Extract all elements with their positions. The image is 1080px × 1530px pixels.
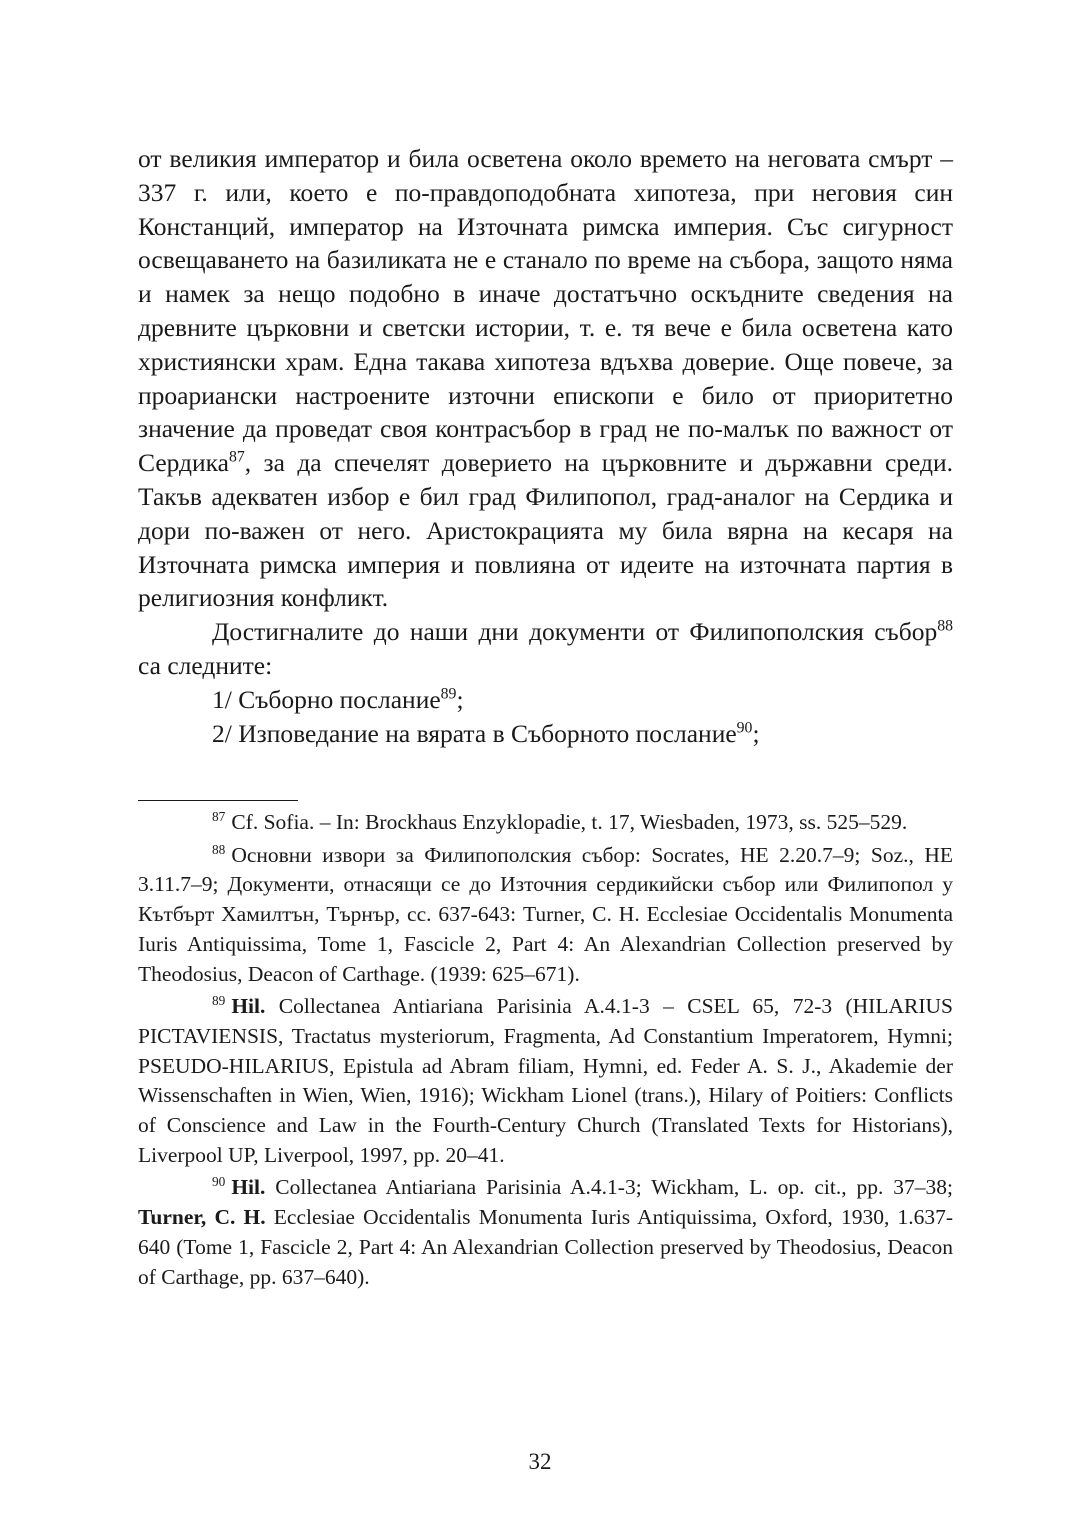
- footnote-ref-88[interactable]: 88: [937, 617, 953, 635]
- list-item: 1/ Съборно послание$^{89}$;: [212, 684, 464, 714]
- footnote-90: $^{90}$ Hil. Collectanea Antiariana Parisinia A.4.1-3; Wickham, L. op. cit., pp. 37–38; Turner, C. H. Ecclesiae Occidentalis Monumenta Iuris Antiquissima, Oxford, 1930, 1.637-640 (Tome 1, Fascicle 2, Part 4: An Alexandrian Collection preserved by Theodosius, Deacon of Carthage, pp. 637–640).: [138, 1174, 954, 1289]
- footnote-separator: [138, 800, 298, 801]
- footnote-number: 90: [212, 1174, 226, 1190]
- footnote-number: 89: [212, 993, 226, 1009]
- footnote-88: $^{88}$ Основни извори за Филипополския събор: Socrates, HE 2.20.7–9; Soz., HE 3.11.7–9; Документи, отнасящи се до Източния сердикийски събор или Филипопол у Кътбърт Хамилтън, Търнър, сс. 637-643: Turner, C. H. Ecclesiae Occidentalis Monumenta Iuris Antiquissima, Tome 1, Fascicle 2, Part 4: An Alexandrian Collection preserved by Theodosius, Deacon of Carthage. (1939: 625–671).: [138, 841, 953, 986]
- list-item: 2/ Изповедание на вярата в Съборното послание$^{90}$;: [212, 718, 760, 748]
- footnote-ref-87[interactable]: 87: [229, 448, 245, 466]
- footnote-number: 87: [212, 808, 226, 824]
- page-number: 32: [528, 1449, 552, 1474]
- footnote-87: $^{87}$ Cf. Sofia. – In: Brockhaus Enzyklopadie, t. 17, Wiesbaden, 1973, ss. 525–529.: [212, 808, 908, 834]
- footnote-ref-89[interactable]: 89: [440, 685, 457, 703]
- main-text: [138, 142, 953, 750]
- paragraph-2: Достигналите до наши дни документи от Филипополския събор$^{88}$ са следните:: [138, 617, 953, 680]
- footnote-ref-90[interactable]: 90: [736, 719, 753, 737]
- footnote-89: $^{89}$ Hil. Collectanea Antiariana Parisinia A.4.1-3 – CSEL 65, 72-3 (HILARIUS PICTAVIENSIS, Tractatus mysteriorum, Fragmenta, Ad Constantium Imperatorem, Hymni; PSEUDO-HILARIUS, Epistula ad Abram filiam, Hymni, ed. Feder A. S. J., Akademie der Wissenschaften in Wien, Wien, 1916); Wickham Lionel (trans.), Hilary of Poitiers: Conflicts of Conscience and Law in the Fourth-Century Church (Translated Texts for Historians), Liverpool UP, Liverpool, 1997, pp. 20–41.: [138, 993, 953, 1167]
- footnote-number: 88: [212, 841, 226, 857]
- footnotes: [138, 808, 953, 1295]
- paragraph-1: от великия император и била осветена около времето на неговата смърт – 337 г. или, което е по-правдоподобната хипотеза, при неговия син Констанций, император на Източната римска империя. Със сигурност освещаването на базиликата не е станало по време на събора, защото няма и намек за нещо подобно в иначе достатъчно оскъдните сведения на древните църковни и светски истории, т. е. тя вече е била осветена като християнски храм. Една такава хипотеза вдъхва доверие. Още повече, за проариански настроените източни епископи е било от приоритетно значение да проведат своя контрасъбор в град не по-малък по важност от Сердика$^{87}$, за да спечелят доверието на църковните и държавни среди. Такъв адекватен избор е бил град Филипопол, град-аналог на Сердика и дори по-важен от него. Аристокрацията му била вярна на кесаря на Източната римска империя и повлияна от идеите на източната партия в религиозния конфликт.: [138, 144, 953, 613]
